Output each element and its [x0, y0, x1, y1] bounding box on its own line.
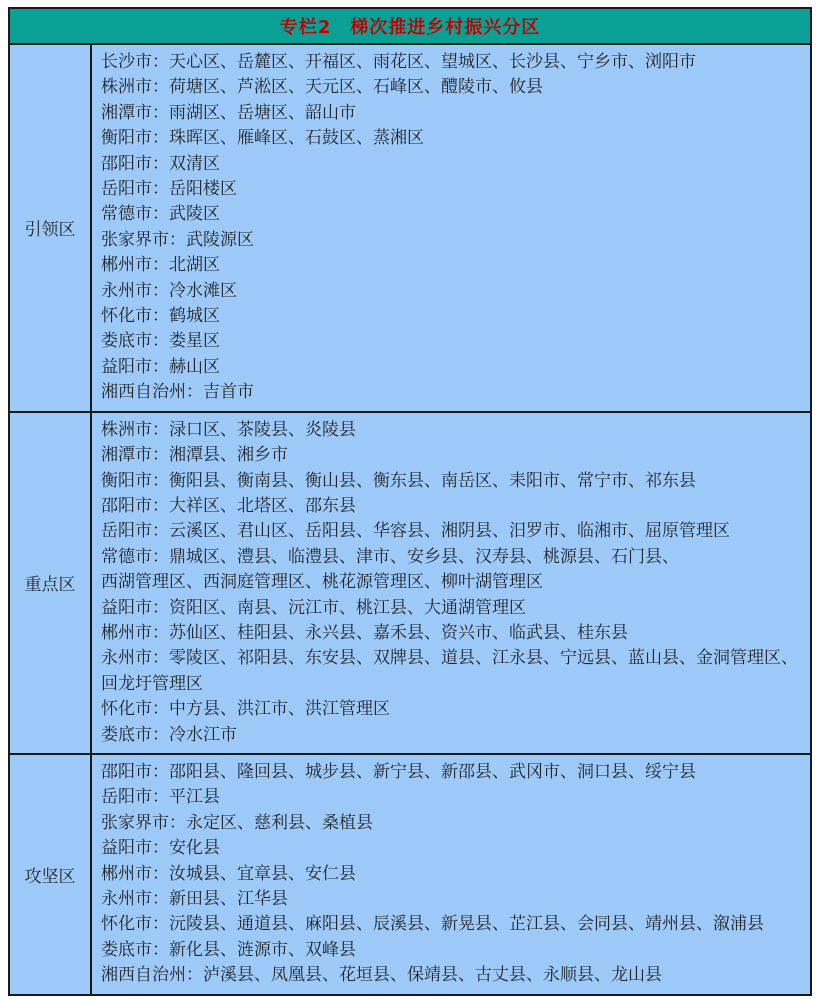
region-line: 娄底市：新化县、涟源市、双峰县 [101, 939, 356, 960]
region-line: 湘潭市：雨湖区、岳塘区、韶山市 [101, 102, 356, 123]
region-line: 湘西自治州：吉首市 [101, 382, 254, 403]
region-line: 益阳市：安化县 [101, 838, 220, 859]
region-line: 邵阳市：邵阳县、隆回县、城步县、新宁县、新邵县、武冈市、洞口县、绥宁县 [101, 761, 696, 782]
region-line: 娄底市：冷水江市 [101, 724, 237, 745]
region-line: 株洲市：渌口区、茶陵县、炎陵县 [101, 419, 356, 440]
table-title: 专栏2 梯次推进乡村振兴分区 [279, 17, 541, 38]
section-label-tackling: 攻坚区 [10, 755, 92, 994]
region-line: 西湖管理区、西洞庭管理区、桃花源管理区、柳叶湖管理区 [101, 572, 543, 593]
region-line: 常德市：鼎城区、澧县、临澧县、津市、安乡县、汉寿县、桃源县、石门县、 [101, 546, 679, 567]
section-tackling-zone [10, 753, 810, 994]
section-label-key: 重点区 [10, 413, 92, 753]
section-leading-zone [10, 45, 810, 411]
section-label-leading: 引领区 [10, 45, 92, 411]
rural-revitalization-zones-table [8, 7, 812, 996]
region-line: 岳阳市：岳阳楼区 [101, 179, 237, 200]
table-header [10, 9, 810, 45]
region-line: 永州市：零陵区、祁阳县、东安县、双牌县、道县、江永县、宁远县、蓝山县、金洞管理区、 [101, 648, 798, 669]
region-line: 湘西自治州：泸溪县、凤凰县、花垣县、保靖县、古丈县、永顺县、龙山县 [101, 965, 662, 986]
region-line: 郴州市：北湖区 [101, 255, 220, 276]
region-line: 益阳市：赫山区 [101, 356, 220, 377]
region-line: 岳阳市：平江县 [101, 787, 220, 808]
section-content-leading [92, 45, 810, 411]
region-line: 邵阳市：双清区 [101, 153, 220, 174]
region-line: 回龙圩管理区 [101, 673, 203, 694]
region-line: 株洲市：荷塘区、芦淞区、天元区、石峰区、醴陵市、攸县 [101, 77, 543, 98]
section-content-key [92, 413, 810, 753]
region-line: 郴州市：汝城县、宜章县、安仁县 [101, 863, 356, 884]
region-line: 张家界市：武陵源区 [101, 229, 254, 250]
region-line: 益阳市：资阳区、南县、沅江市、桃江县、大通湖管理区 [101, 597, 526, 618]
region-line: 衡阳市：珠晖区、雁峰区、石鼓区、蒸湘区 [101, 128, 424, 149]
region-line: 张家界市：永定区、慈利县、桑植县 [101, 812, 373, 833]
region-line: 郴州市：苏仙区、桂阳县、永兴县、嘉禾县、资兴市、临武县、桂东县 [101, 622, 628, 643]
region-line: 常德市：武陵区 [101, 204, 220, 225]
section-key-zone [10, 411, 810, 753]
section-content-tackling [92, 755, 810, 994]
region-line: 永州市：冷水滩区 [101, 280, 237, 301]
region-line: 怀化市：中方县、洪江市、洪江管理区 [101, 699, 390, 720]
region-line: 怀化市：鹤城区 [101, 306, 220, 327]
region-line: 衡阳市：衡阳县、衡南县、衡山县、衡东县、南岳区、耒阳市、常宁市、祁东县 [101, 470, 696, 491]
region-line: 湘潭市：湘潭县、湘乡市 [101, 445, 288, 466]
region-line: 长沙市：天心区、岳麓区、开福区、雨花区、望城区、长沙县、宁乡市、浏阳市 [101, 52, 696, 72]
region-line: 娄底市：娄星区 [101, 331, 220, 352]
region-line: 永州市：新田县、江华县 [101, 889, 288, 909]
region-line: 岳阳市：云溪区、君山区、岳阳县、华容县、湘阴县、汨罗市、临湘市、屈原管理区 [101, 521, 730, 542]
region-line: 邵阳市：大祥区、北塔区、邵东县 [101, 495, 356, 516]
region-line: 怀化市：沅陵县、通道县、麻阳县、辰溪县、新晃县、芷江县、会同县、靖州县、溆浦县 [101, 914, 764, 935]
